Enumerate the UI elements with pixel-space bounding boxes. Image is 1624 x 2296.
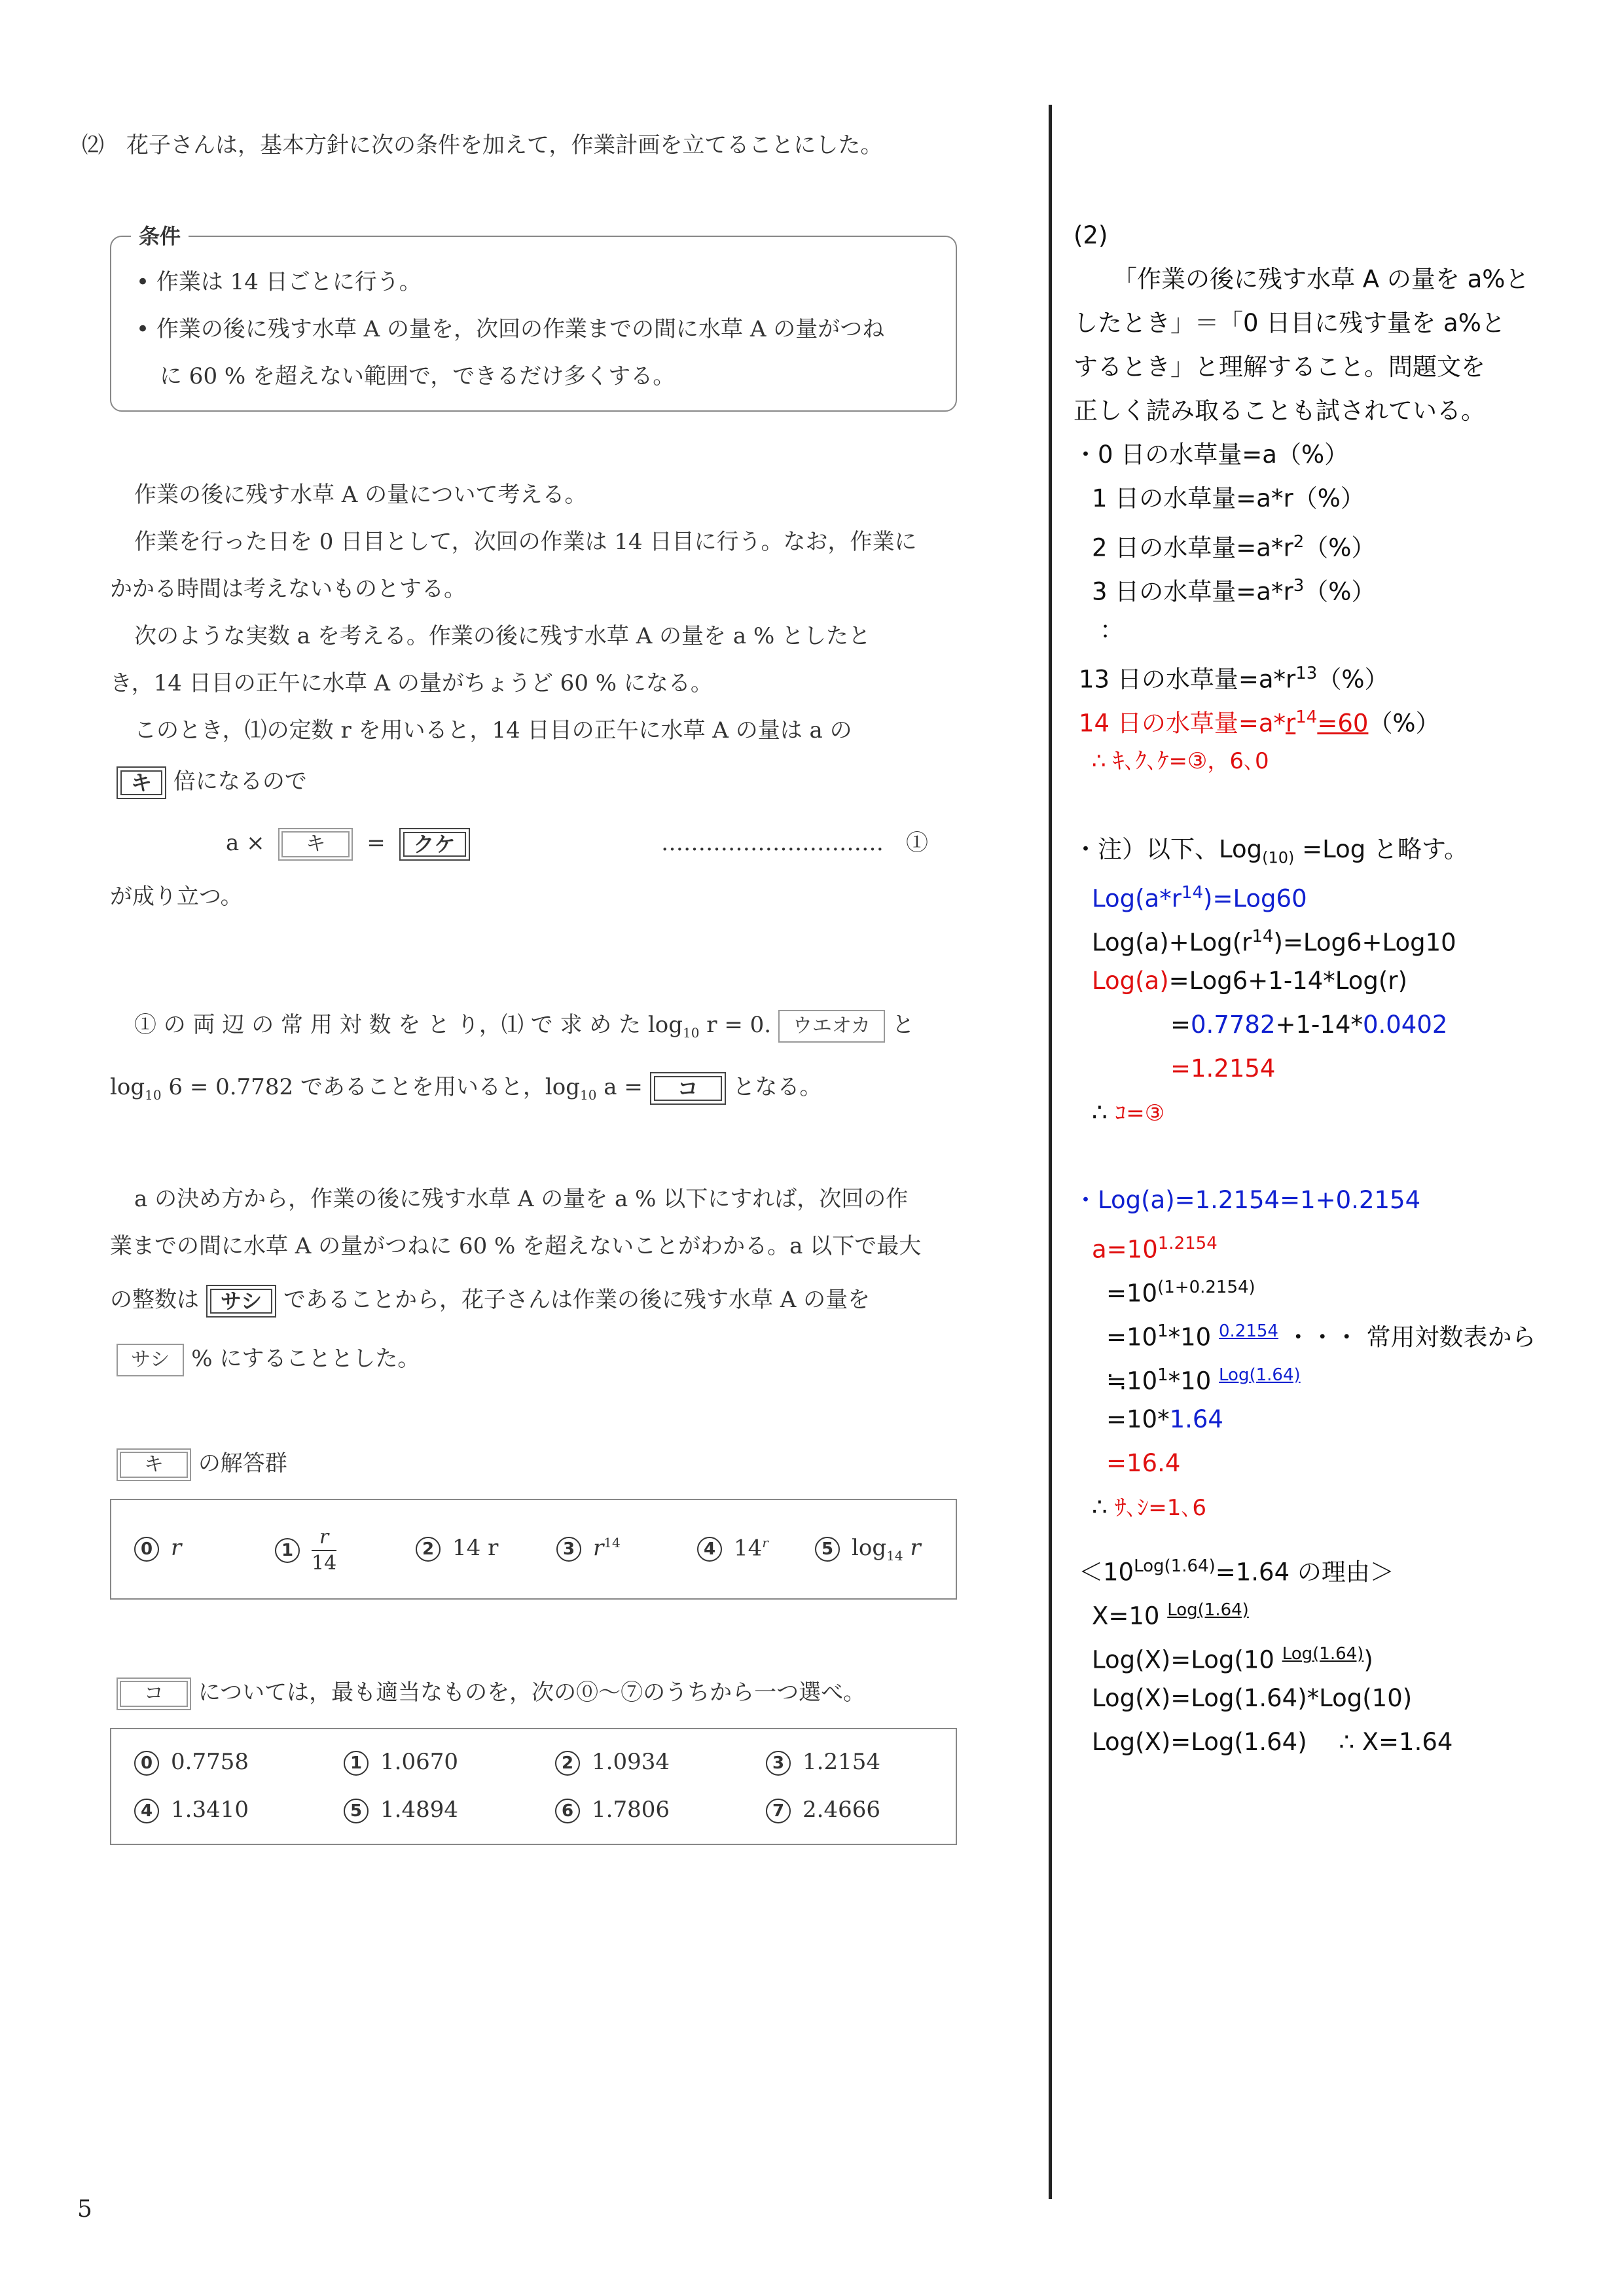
choice-number: 2 — [555, 1751, 580, 1776]
r3-b: ) — [1363, 1645, 1373, 1674]
day2-sup: 2 — [1293, 532, 1305, 552]
ans3-therefore: ∴ — [1092, 1493, 1115, 1521]
holds-text: が成り立つ。 — [110, 884, 243, 910]
log-line2-d: となる。 — [732, 1074, 822, 1100]
day3-sup: 3 — [1293, 576, 1305, 596]
log-step-3 — [1092, 959, 1407, 1003]
para3-line2: 業までの間に水草 A の量がつねに 60 % を超えないことがわかる。a 以下で最大 — [110, 1233, 922, 1259]
log-step-4 — [1170, 1003, 1447, 1047]
l2-b: )=Log6+Log10 — [1273, 928, 1456, 957]
reason-step-3: Log(X)=Log(1.64)*Log(10) — [1092, 1684, 1413, 1712]
ki-group-text: の解答群 — [198, 1450, 287, 1477]
sub-10c: 10 — [580, 1086, 597, 1103]
log-line1-a: ① の 両 辺 の 常 用 対 数 を と り，⑴ で 求 め た log — [134, 1012, 683, 1038]
answer-box-ki-2[interactable]: キ — [278, 828, 353, 861]
para3-l3-b: であることから，花子さんは作業の後に残す水草 A の量を — [283, 1287, 871, 1313]
choice-text: 14 r — [452, 1535, 499, 1561]
para1-line1: 作業の後に残す水草 A の量について考える。 — [134, 482, 587, 508]
log-line-2 — [110, 1064, 821, 1119]
ko-choice-0[interactable] — [134, 1749, 249, 1776]
day14-b: （%） — [1368, 709, 1440, 738]
frac-num: r — [312, 1525, 336, 1551]
para1-line6: このとき，⑴の定数 r を用いると，14 日目の正午に水草 A の量は a の — [134, 717, 852, 744]
l1-sup: 14 — [1181, 883, 1204, 903]
m6-a: =10* — [1106, 1405, 1170, 1433]
ko-choice-2[interactable] — [555, 1749, 670, 1776]
choice-number: 5 — [815, 1537, 840, 1562]
day2-a: 2 日の水草量=a*r — [1092, 533, 1293, 562]
choice-number: 6 — [555, 1799, 580, 1823]
ki-choice-0[interactable] — [134, 1535, 181, 1562]
m5-a: ≒10 — [1106, 1367, 1158, 1395]
choice-text: r — [593, 1535, 604, 1562]
ko-choice-6[interactable] — [555, 1797, 670, 1823]
choice-number: 2 — [416, 1537, 441, 1562]
condition-item-1: • 作業は 14 日ごとに行う。 — [136, 269, 422, 295]
ki-choice-4[interactable] — [697, 1535, 768, 1562]
choice-text: r — [171, 1535, 182, 1561]
condition-item-3: に 60 % を超えない範囲で，できるだけ多くする。 — [160, 363, 676, 389]
day0: ・0 日の水草量=a（%） — [1074, 440, 1349, 469]
note-b: =Log と略す。 — [1294, 835, 1469, 863]
choice-number: 3 — [556, 1537, 581, 1562]
choice-text: log — [852, 1535, 887, 1561]
right-para-3: するとき」と理解すること。問題文を — [1074, 353, 1485, 381]
m3-a: =10 — [1106, 1279, 1158, 1308]
day14-a: 14 日の水草量=a* — [1079, 709, 1286, 738]
page-number: 5 — [77, 2196, 92, 2223]
para3-l4-text: % にすることとした。 — [191, 1346, 420, 1372]
reason-title — [1079, 1545, 1394, 1594]
m2-a: a=10 — [1092, 1235, 1158, 1264]
day13 — [1079, 652, 1389, 701]
l3-a: Log(a) — [1092, 967, 1169, 995]
sub-10b: 10 — [145, 1086, 162, 1103]
para3-l3-a: の整数は — [110, 1287, 199, 1313]
answer-ki-kuke: ∴ ｷ､ｸ､ｹ=③，6､0 — [1092, 748, 1269, 774]
log-step-2 — [1092, 915, 1456, 964]
answer-box-ko[interactable]: コ — [650, 1072, 726, 1105]
choice-number: 0 — [134, 1751, 159, 1776]
reason-step-4: Log(X)=Log(1.64) ∴ X=1.64 — [1092, 1728, 1453, 1756]
l3-b: =Log6+1-14*Log(r) — [1168, 967, 1407, 995]
ko-choice-1[interactable] — [344, 1749, 458, 1776]
day3-b: （%） — [1304, 577, 1376, 606]
eq-a: a × — [226, 830, 265, 856]
day2-b: （%） — [1304, 533, 1376, 562]
condition-title: 条件 — [131, 220, 189, 250]
ko-choice-3[interactable] — [766, 1749, 880, 1776]
m4-sup: 1 — [1157, 1321, 1168, 1341]
choice-value: 1.2154 — [803, 1749, 880, 1775]
m3-sup: (1+0.2154) — [1157, 1278, 1255, 1297]
l2-a: Log(a)+Log(r — [1092, 928, 1252, 957]
m5-c: Log(1.64) — [1219, 1365, 1301, 1385]
exp-step-3 — [1106, 1266, 1255, 1315]
ko-instruction — [117, 1669, 865, 1716]
r2-sup: Log(1.64) — [1167, 1600, 1249, 1620]
para1-line2: 作業を行った日を 0 日目として，次回の作業は 14 日目に行う。なお，作業に — [134, 529, 917, 555]
reason-step-2 — [1092, 1632, 1373, 1681]
eq-equals: = — [367, 830, 386, 856]
choice-sub: 14 — [886, 1547, 903, 1564]
ki-line-text: 倍になるので — [173, 768, 307, 795]
exp-step-2 — [1092, 1222, 1218, 1271]
ko-choice-5[interactable] — [344, 1797, 458, 1823]
choice-number: 1 — [275, 1538, 300, 1563]
answer-sashi — [1092, 1485, 1206, 1530]
vertical-dots: ： — [1100, 616, 1124, 644]
m2-sup: 1.2154 — [1157, 1234, 1218, 1253]
choice-value: 0.7758 — [171, 1749, 249, 1775]
l4-d: 0.0402 — [1362, 1011, 1448, 1039]
para3-line3 — [110, 1276, 870, 1323]
ans3-b: ｻ､ｼ=1､6 — [1115, 1495, 1207, 1521]
choice-number: 4 — [697, 1537, 722, 1562]
choice-text-2: r — [903, 1535, 921, 1561]
exp-step-5 — [1106, 1354, 1301, 1403]
r1-sup: Log(1.64) — [1134, 1556, 1216, 1576]
ans2-b: ｺ=③ — [1115, 1100, 1165, 1126]
sub-10a: 10 — [683, 1024, 700, 1041]
r2-a: X=10 — [1092, 1602, 1160, 1630]
choice-text: 14 — [734, 1535, 763, 1562]
m5-b: *10 — [1168, 1367, 1212, 1395]
exp-step-7: =16.4 — [1106, 1449, 1181, 1477]
note-sub: (10) — [1262, 848, 1295, 867]
exp-step-4 — [1106, 1310, 1536, 1359]
choice-value: 1.7806 — [592, 1797, 670, 1823]
eq-dots: ………………………… ① — [661, 830, 928, 856]
m6-b: 1.64 — [1169, 1405, 1223, 1433]
m4-c: 0.2154 — [1219, 1321, 1278, 1341]
day14-r: r — [1286, 709, 1296, 738]
l1-b: )=Log60 — [1203, 884, 1307, 913]
fraction — [312, 1525, 336, 1576]
para1-line3: かかる時間は考えないものとする。 — [110, 576, 466, 602]
log-line2-a: log — [110, 1074, 145, 1100]
right-para-1: 「作業の後に残す水草 A の量を a%と — [1113, 265, 1530, 293]
para1-line5: き，14 日目の正午に水草 A の量がちょうど 60 % になる。 — [110, 670, 713, 696]
log-line1-b: r = 0. — [706, 1012, 772, 1038]
day3 — [1092, 564, 1375, 613]
log-step-1 — [1092, 871, 1307, 920]
ko-choice-7[interactable] — [766, 1797, 880, 1823]
ki-choice-3[interactable] — [556, 1535, 621, 1562]
answer-box-ueoka[interactable]: ウエオカ — [778, 1010, 885, 1043]
day1: 1 日の水草量=a*r（%） — [1092, 484, 1365, 512]
r3-sup: Log(1.64) — [1282, 1644, 1364, 1664]
log-line2-b: 6 = 0.7782 であることを用いると，log — [168, 1074, 580, 1100]
intro-text: ⑵ 花子さんは，基本方針に次の条件を加えて，作業計画を立てることにした。 — [82, 132, 883, 158]
log-line1-c: と — [892, 1012, 914, 1038]
ko-instr-text: については，最も適当なものを，次の⓪～⑦のうちから一つ選べ。 — [198, 1679, 866, 1706]
ki-line — [117, 758, 307, 805]
choice-number: 1 — [344, 1751, 369, 1776]
r1-b: =1.64 の理由＞ — [1215, 1558, 1394, 1587]
r3-a: Log(X)=Log(10 — [1092, 1645, 1274, 1674]
r1-a: ＜10 — [1079, 1558, 1134, 1587]
choice-number: 7 — [766, 1799, 791, 1823]
l1-a: Log(a*r — [1092, 884, 1182, 913]
ki-group-label — [117, 1440, 287, 1487]
choice-value: 1.0934 — [592, 1749, 670, 1775]
exp-step-1: ・Log(a)=1.2154=1+0.2154 — [1074, 1186, 1421, 1214]
day13-sup: 13 — [1295, 664, 1318, 683]
answer-ko — [1092, 1090, 1164, 1136]
ko-choices-box — [110, 1728, 957, 1845]
choice-number: 4 — [134, 1799, 159, 1823]
day14-eq: =60 — [1317, 709, 1369, 738]
choice-number: 3 — [766, 1751, 791, 1776]
para3-line1: a の決め方から，作業の後に残す水草 A の量を a % 以下にすれば，次回の作 — [134, 1186, 909, 1212]
exp-step-6 — [1106, 1397, 1223, 1441]
choice-value: 1.3410 — [171, 1797, 249, 1823]
choice-value: 1.0670 — [380, 1749, 458, 1775]
choice-value: 2.4666 — [803, 1797, 880, 1823]
choice-sup: 14 — [604, 1535, 621, 1551]
choice-sup: r — [762, 1535, 768, 1551]
reason-step-1 — [1092, 1588, 1249, 1638]
l4-c: +1-14* — [1275, 1011, 1363, 1039]
day3-a: 3 日の水草量=a*r — [1092, 577, 1293, 606]
ki-choice-1[interactable] — [275, 1525, 336, 1576]
answer-box-kuke[interactable]: クケ — [399, 828, 470, 861]
condition-item-2: • 作業の後に残す水草 A の量を，次回の作業までの間に水草 A の量がつね — [136, 316, 885, 342]
answer-box-ki-3[interactable]: キ — [117, 1448, 191, 1481]
log-line2-c: a = — [604, 1074, 643, 1100]
choice-value: 1.4894 — [380, 1797, 458, 1823]
log-step-5: =1.2154 — [1170, 1054, 1276, 1083]
ans2-therefore: ∴ — [1092, 1098, 1115, 1126]
m4-a: =10 — [1106, 1323, 1158, 1352]
column-divider — [1049, 105, 1052, 2199]
answer-box-ki[interactable]: キ — [117, 766, 166, 799]
note-a: ・注）以下、Log — [1074, 835, 1263, 863]
answer-box-sashi-2[interactable]: サシ — [117, 1344, 184, 1376]
m4-b: *10 — [1168, 1323, 1212, 1352]
choice-number: 5 — [344, 1799, 369, 1823]
l2-sup: 14 — [1252, 927, 1274, 946]
right-para-2: したとき」＝「0 日目に残す量を a%と — [1074, 309, 1506, 337]
para1-line4: 次のような実数 a を考える。作業の後に残す水草 A の量を a % としたと — [134, 623, 871, 649]
para3-line4 — [117, 1335, 420, 1382]
day14 — [1079, 696, 1440, 745]
right-heading: (2) — [1074, 221, 1108, 249]
m5-sup: 1 — [1157, 1365, 1168, 1385]
answer-box-sashi[interactable]: サシ — [206, 1285, 276, 1318]
ki-choice-5[interactable] — [815, 1535, 921, 1564]
equation-1 — [226, 819, 470, 867]
right-para-4: 正しく読み取ることも試されている。 — [1074, 397, 1485, 425]
answer-box-ko-2[interactable]: コ — [117, 1677, 191, 1710]
ko-choice-4[interactable] — [134, 1797, 249, 1823]
day14-sup: 14 — [1295, 708, 1318, 727]
l4-b: 0.7782 — [1191, 1011, 1276, 1039]
l4-a: = — [1170, 1011, 1191, 1039]
day13-a: 13 日の水草量=a*r — [1079, 665, 1296, 694]
day2 — [1092, 520, 1375, 569]
log-line-1 — [134, 1001, 914, 1056]
m4-d: ・・・ 常用対数表から — [1286, 1323, 1536, 1352]
day13-b: （%） — [1317, 665, 1389, 694]
ki-choice-2[interactable] — [416, 1535, 498, 1562]
choice-number: 0 — [134, 1537, 159, 1562]
frac-den: 14 — [312, 1552, 337, 1575]
